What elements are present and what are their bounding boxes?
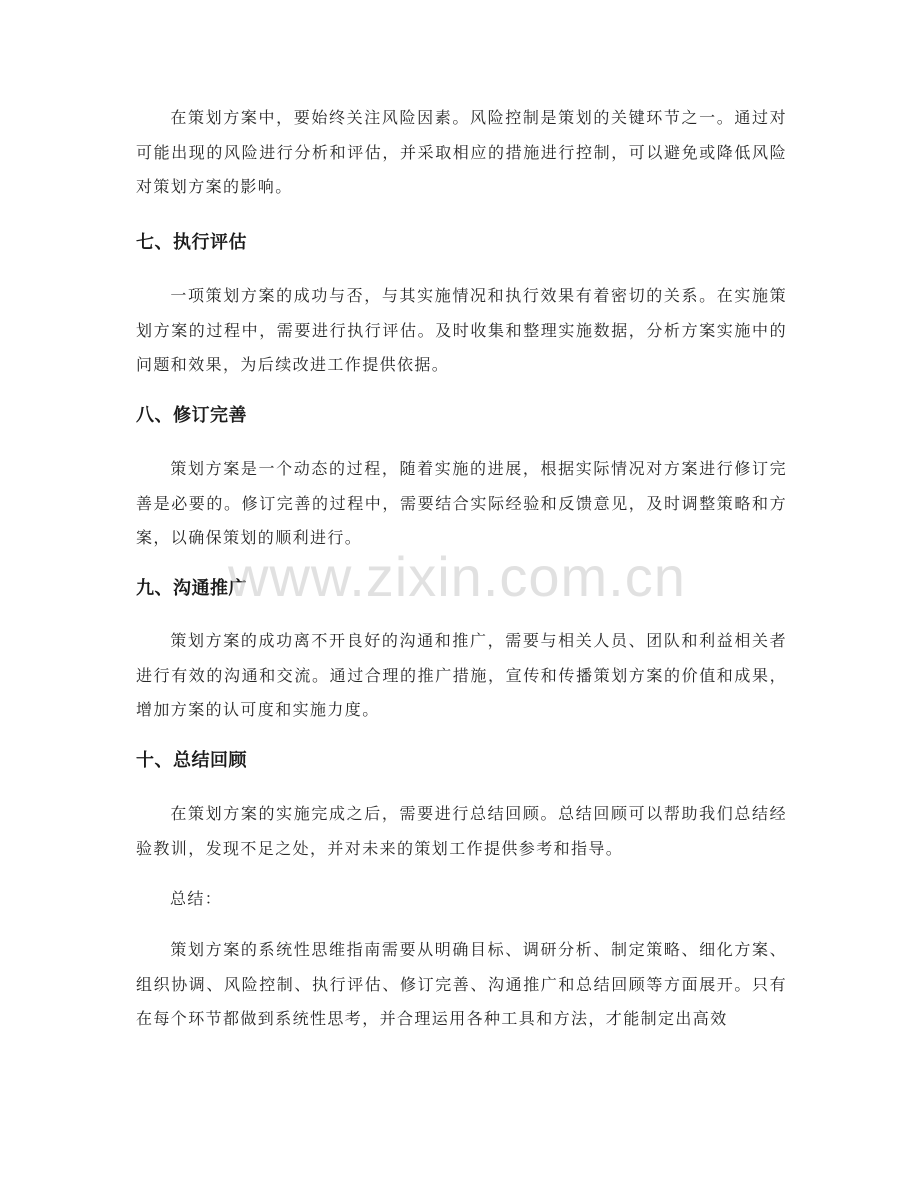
summary-label: 总结： bbox=[170, 889, 223, 908]
summary-paragraph: 策划方案的系统性思维指南需要从明确目标、调研分析、制定策略、细化方案、组织协调、风险控制、执行评估、修订完善、沟通推广和总结回顾等方面展开。只有在每个环节都做到系统性思考，并合理运用各种工具和方法，才能制定出高效 bbox=[136, 940, 787, 1028]
intro-block bbox=[136, 101, 787, 205]
section-heading-8 bbox=[136, 401, 787, 431]
section-body-7 bbox=[136, 279, 787, 383]
section-paragraph: 策划方案是一个动态的过程，随着实施的进展，根据实际情况对方案进行修订完善是必要的。修订完善的过程中，需要结合实际经验和反馈意见，及时调整策略和方案，以确保策划的顺利进行。 bbox=[136, 459, 787, 547]
section-paragraph: 在策划方案的实施完成之后，需要进行总结回顾。总结回顾可以帮助我们总结经验教训，发现不足之处，并对未来的策划工作提供参考和指导。 bbox=[136, 804, 787, 858]
section-body-8 bbox=[136, 452, 787, 556]
section-heading-10 bbox=[136, 746, 787, 776]
section-title: 八、修订完善 bbox=[136, 405, 247, 426]
section-title: 七、执行评估 bbox=[136, 232, 247, 253]
summary-body bbox=[136, 933, 787, 1037]
section-paragraph: 策划方案的成功离不开良好的沟通和推广，需要与相关人员、团队和利益相关者进行有效的沟通和交流。通过合理的推广措施，宣传和传播策划方案的价值和成果，增加方案的认可度和实施力度。 bbox=[136, 631, 787, 719]
watermark-text: www.zixin.com.cn bbox=[228, 545, 686, 608]
section-paragraph: 一项策划方案的成功与否，与其实施情况和执行效果有着密切的关系。在实施策划方案的过程中，需要进行执行评估。及时收集和整理实施数据，分析方案实施中的问题和效果，为后续改进工作提供依据。 bbox=[136, 286, 787, 374]
section-title: 九、沟通推广 bbox=[136, 578, 247, 599]
section-body-10 bbox=[136, 797, 787, 866]
section-heading-7 bbox=[136, 228, 787, 258]
section-title: 十、总结回顾 bbox=[136, 750, 247, 771]
intro-paragraph: 在策划方案中，要始终关注风险因素。风险控制是策划的关键环节之一。通过对可能出现的风险进行分析和评估，并采取相应的措施进行控制，可以避免或降低风险对策划方案的影响。 bbox=[136, 108, 787, 196]
summary-label-block bbox=[136, 884, 787, 914]
section-heading-9 bbox=[136, 574, 787, 604]
section-body-9 bbox=[136, 624, 787, 728]
